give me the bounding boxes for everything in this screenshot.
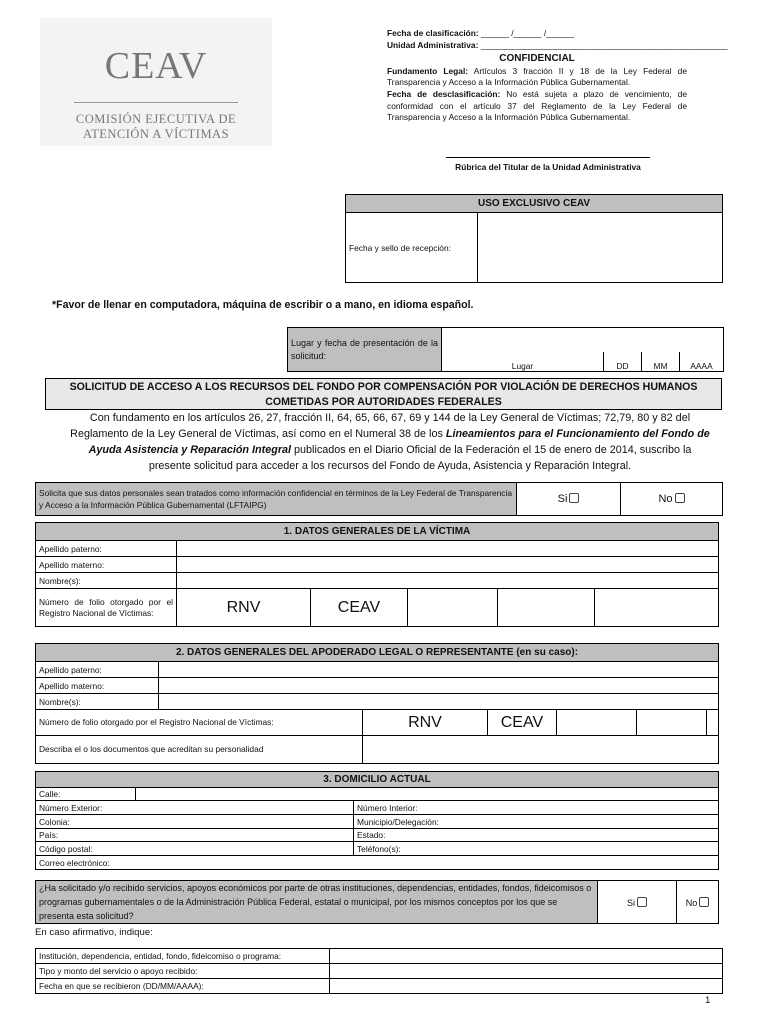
ceav-logo (40, 18, 272, 146)
apoyos-detail-table (35, 948, 723, 994)
seccion3-table (35, 771, 719, 870)
seccion2-title: 2. DATOS GENERALES DEL APODERADO LEGAL O REPRESENTANTE (en su caso): (36, 644, 719, 662)
fill-instruction: *Favor de llenar en computadora, máquina de escribir o a mano, en idioma español. (52, 299, 474, 311)
s2-apellido-paterno-label: Apellido paterno: (36, 662, 159, 678)
s3-calle-label: Calle: (36, 788, 136, 801)
mm-label: MM (642, 352, 680, 371)
s1-apellido-paterno-field[interactable] (177, 541, 719, 557)
s3-municipio-field[interactable] (354, 815, 719, 829)
fecha-recibido-label: Fecha en que se recibieron (DD/MM/AAAA): (36, 979, 330, 994)
s3-correo-label: Correo electrónico: (39, 857, 110, 868)
fecha-recibido-field[interactable] (330, 979, 723, 994)
caso-afirmativo-label: En caso afirmativo, indique: (35, 927, 153, 938)
lugar-label: Lugar (442, 352, 604, 371)
uso-exclusivo-box (345, 194, 723, 283)
s2-folio-label: Número de folio otorgado por el Registro Nacional de Víctimas: (36, 710, 363, 736)
apoyos-si-checkbox[interactable] (637, 897, 647, 907)
s3-pais-field[interactable] (36, 829, 354, 842)
fundamento-paragraph-2: publicados en el Diario Oficial de la Federación el 15 de enero de 2014, suscribo la presente solicitud para acceder a los recursos del Fondo de Ayuda, Asistencia y Reparación Integral. (148, 444, 692, 472)
s3-num-ext-label: Número Exterior: (39, 802, 103, 813)
aaaa-label: AAAA (680, 352, 724, 371)
confidencial-si-checkbox[interactable] (569, 493, 579, 503)
confidencial-no-checkbox[interactable] (675, 493, 685, 503)
s2-folio-field-2[interactable] (636, 710, 706, 736)
seccion3-title: 3. DOMICILIO ACTUAL (36, 772, 719, 788)
institucion-field[interactable] (330, 949, 723, 964)
fundamento-paragraph-1: Con fundamento en los artículos 26, 27, fracción II, 64, 65, 66, 67, 69 y 144 de la Ley General de Víctimas; 72,79, 80 y 82 del Reglamento de la Ley General de Víctimas, así como en el Numeral 38 de los (70, 412, 691, 440)
s3-cp-label: Código postal: (39, 843, 93, 854)
unidad-blank: _____________________________________________________ (480, 39, 728, 50)
s2-folio-field-3[interactable] (706, 710, 718, 736)
confidencial-heading: CONFIDENCIAL (499, 53, 575, 65)
lugar-fecha-table (287, 327, 724, 372)
s1-apellido-materno-label: Apellido materno: (36, 557, 177, 573)
seccion2-table (35, 643, 719, 764)
lugar-fecha-label: Lugar y fecha de presentación de la solicitud: (288, 328, 442, 372)
solicitud-title (45, 378, 722, 410)
apoyos-no-label: No (685, 897, 698, 908)
desclasificacion-label: Fecha de desclasificación: (387, 88, 501, 99)
s2-apellido-materno-field[interactable] (159, 678, 719, 694)
dd-label: DD (604, 352, 642, 371)
lugar-fecha-field[interactable] (442, 328, 724, 353)
logo-subtitle-1: COMISIÓN EJECUTIVA DE (75, 112, 237, 126)
lineamientos-title: Lineamientos para el Funcionamiento del Fondo de Ayuda Asistencia y Reparación Integral (88, 428, 710, 456)
logo-subtitle-2: ATENCIÓN A VÍCTIMAS (82, 127, 230, 141)
s2-folio-field-1[interactable] (556, 710, 636, 736)
confidencial-si-label: Si (557, 493, 568, 505)
solicitud-title-line1: SOLICITUD DE ACCESO A LOS RECURSOS DEL FONDO POR COMPENSACIÓN POR VIOLACIÓN DE DERECHOS HUMANOS (69, 381, 698, 393)
s3-cp-field[interactable] (36, 842, 354, 856)
confidencial-no-option[interactable] (621, 483, 723, 516)
s1-folio-field-1[interactable] (408, 589, 498, 627)
s1-folio-label: Número de folio otorgado por el Registro Nacional de Víctimas: (36, 589, 177, 627)
s1-folio-field-2[interactable] (498, 589, 595, 627)
s2-nombres-field[interactable] (159, 694, 719, 710)
classification-header (387, 28, 728, 124)
s1-rnv-label: RNV (177, 589, 311, 627)
desclasificacion-text: No está sujeta a plazo de vencimiento, de conformidad con el artículo 37 del Reglamento de la Ley Federal de Transparencia y Acceso a la Información Pública Gubernamental. (387, 88, 688, 123)
s2-documentos-label: Describa el o los documentos que acreditan su personalidad (36, 736, 363, 764)
apoyos-si-label: Si (626, 897, 635, 908)
logo-title: CEAV (104, 45, 208, 87)
solicitud-title-line2: COMETIDAS POR AUTORIDADES FEDERALES (265, 396, 502, 408)
s2-documentos-field[interactable] (362, 736, 718, 764)
s1-apellido-materno-field[interactable] (177, 557, 719, 573)
seccion1-title: 1. DATOS GENERALES DE LA VÍCTIMA (36, 523, 719, 541)
s2-apellido-materno-label: Apellido materno: (36, 678, 159, 694)
s3-pais-label: País: (39, 830, 59, 840)
fecha-sello-field[interactable] (478, 213, 723, 283)
apoyos-question-text: ¿Ha solicitado y/o recibido servicios, apoyos económicos por parte de otras instituciones, dependencias, entidades, fondos, fideicomisos o programas gubernamentales o de la Administración Pública Federal, estatal o municipal, por los mismos conceptos por los que se presenta esta solicitud? (36, 881, 598, 924)
fundamento-paragraph (68, 410, 712, 474)
tipo-monto-label: Tipo y monto del servicio o apoyo recibido: (36, 964, 330, 979)
fecha-clasificacion-label: Fecha de clasificación: (387, 28, 479, 38)
s3-estado-label: Estado: (357, 830, 386, 840)
fecha-sello-label: Fecha y sello de recepción: (346, 213, 478, 283)
s2-ceav-label: CEAV (487, 710, 556, 736)
s1-nombres-field[interactable] (177, 573, 719, 589)
s1-apellido-paterno-label: Apellido paterno: (36, 541, 177, 557)
signature-line (446, 157, 650, 158)
fundamento-text: Artículos 3 fracción II y 18 de la Ley Federal de Transparencia y Acceso a la Información Pública Gubernamental. (387, 65, 687, 88)
s1-ceav-label: CEAV (311, 589, 408, 627)
apoyos-no-checkbox[interactable] (699, 897, 709, 907)
s3-telefono-field[interactable] (354, 842, 719, 856)
confidencial-question (35, 482, 723, 516)
s3-colonia-field[interactable] (36, 815, 354, 829)
s1-nombres-label: Nombre(s): (36, 573, 177, 589)
apoyos-no-option[interactable] (677, 881, 719, 924)
s3-calle-field[interactable] (136, 788, 719, 801)
apoyos-si-option[interactable] (598, 881, 677, 924)
tipo-monto-field[interactable] (330, 964, 723, 979)
confidencial-no-label: No (658, 493, 673, 505)
s3-estado-field[interactable] (354, 829, 719, 842)
confidencial-si-option[interactable] (517, 483, 621, 516)
s3-colonia-label: Colonia: (39, 816, 70, 827)
s1-folio-field-3[interactable] (595, 589, 719, 627)
s2-rnv-label: RNV (362, 710, 487, 736)
rubrica-label: Rúbrica del Titular de la Unidad Administrativa (455, 162, 641, 172)
s2-nombres-label: Nombre(s): (36, 694, 159, 710)
seccion1-table (35, 522, 719, 627)
s3-num-int-field[interactable] (354, 801, 719, 815)
s3-telefono-label: Teléfono(s): (357, 843, 401, 854)
page-number: 1 (705, 995, 711, 1006)
s3-num-int-label: Número Interior: (357, 802, 418, 813)
fecha-clasificacion-blank: ______ /______ /______ (481, 28, 575, 38)
s3-municipio-label: Municipio/Delegación: (357, 816, 439, 827)
s3-num-ext-field[interactable] (36, 801, 354, 815)
institucion-label: Institución, dependencia, entidad, fondo, fideicomiso o programa: (36, 949, 330, 964)
s3-correo-field[interactable] (36, 856, 719, 870)
confidencial-question-text: Solicita que sus datos personales sean tratados como información confidencial en términos de la Ley Federal de Transparencia y Acceso a la Información Pública Gubernamental (LFTAIPG) (36, 483, 517, 516)
fundamento-label: Fundamento Legal: (387, 65, 469, 76)
apoyos-question (35, 880, 719, 924)
s2-apellido-paterno-field[interactable] (159, 662, 719, 678)
uso-exclusivo-title: USO EXCLUSIVO CEAV (346, 195, 723, 213)
logo-divider (74, 102, 238, 103)
unidad-label: Unidad Administrativa: (387, 39, 479, 50)
